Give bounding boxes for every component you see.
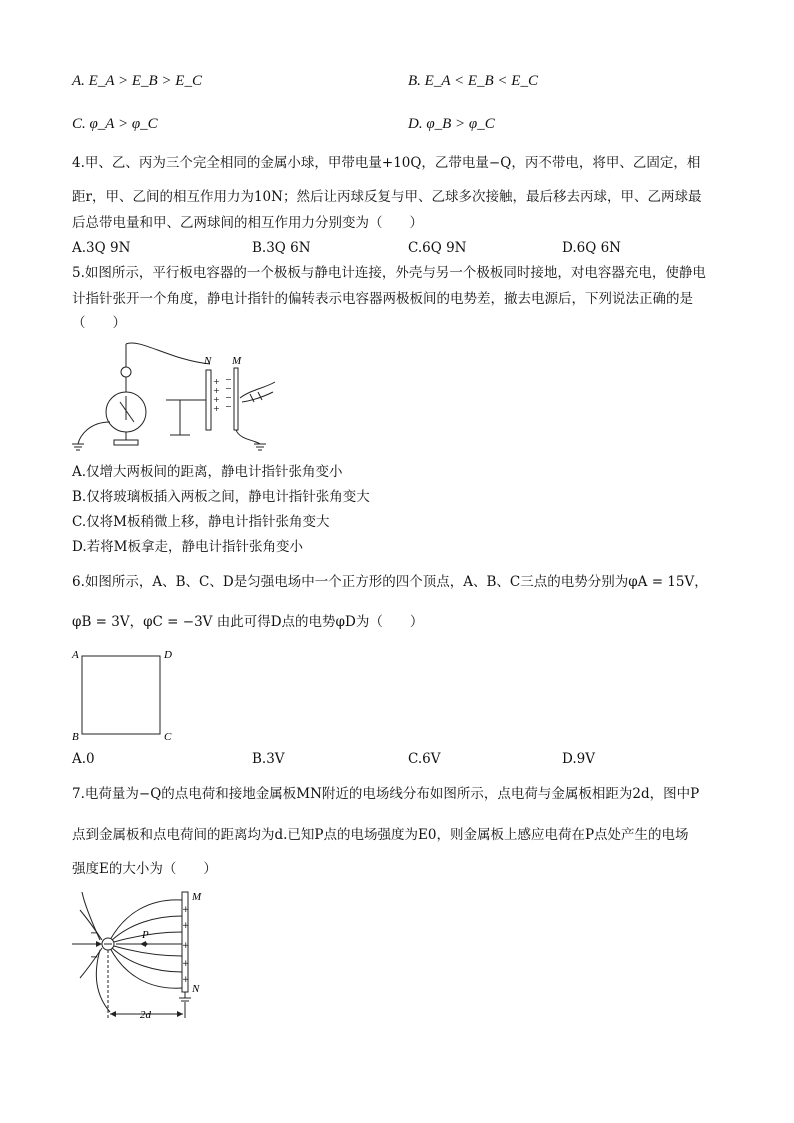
q5-minus-sign: − [225, 375, 232, 384]
q7-plus-sign: + [182, 975, 190, 985]
q6-option-c: C.6V [408, 751, 441, 767]
q5-minus-sign: − [225, 384, 232, 393]
q3-option-c: C. φ_A > φ_C [72, 116, 158, 132]
q7-stem-line3: 强度E的大小为（ ） [72, 861, 217, 877]
q4-option-c: C.6Q 9N [408, 240, 467, 256]
q5-plus-sign: + [213, 386, 220, 395]
q6-option-d: D.9V [562, 751, 595, 767]
q5-option-a: A.仅增大两板间的距离，静电计指针张角变小 [72, 464, 343, 480]
q6-stem-line1: 6.如图所示，A、B、C、D是匀强电场中一个正方形的四个顶点，A、B、C三点的电势分别为φA = 15V， [72, 574, 708, 590]
q6-label-b: B [72, 731, 79, 743]
q3-option-d: D. φ_B > φ_C [408, 116, 495, 132]
q5-minus-sign: − [225, 402, 232, 411]
q4-stem-line1: 4.甲、乙、丙为三个完全相同的金属小球，甲带电量+10Q，乙带电量−Q，丙不带电，将甲、乙固定，相 [72, 155, 701, 171]
q5-stem-line2: 计指针张开一个角度，静电计指针的偏转表示电容器两极板间的电势差，撤去电源后，下列说法正确的是 [72, 291, 693, 307]
q6-label-d: D [164, 649, 172, 661]
q5-plus-sign: + [213, 395, 220, 404]
q7-plus-sign: + [182, 959, 190, 969]
q7-label-distance: 2d [140, 1009, 151, 1021]
q7-label-p: P [142, 929, 149, 941]
q7-stem-line2: 点到金属板和点电荷间的距离均为d.已知P点的电场强度为E0，则金属板上感应电荷在P点处产生的电场 [72, 827, 689, 843]
q5-label-n: N [204, 355, 212, 367]
q7-plus-sign: + [182, 905, 190, 915]
q4-option-a: A.3Q 9N [72, 240, 131, 256]
q6-square-figure [70, 648, 180, 744]
q5-option-c: C.仅将M板稍微上移，静电计指针张角变大 [72, 514, 330, 530]
q3-option-a: A. E_A > E_B > E_C [72, 73, 202, 89]
q4-option-d: D.6Q 6N [562, 240, 621, 256]
q4-stem-line2: 距r，甲、乙间的相互作用力为10N；然后让丙球反复与甲、乙球多次接触，最后移去丙球，甲、乙两球最 [72, 189, 702, 205]
q6-square [82, 656, 160, 734]
q4-stem-line3: 后总带电量和甲、乙两球间的相互作用力分别变为（ ） [72, 215, 423, 231]
q6-option-a: A.0 [72, 751, 95, 767]
q5-capacitor-figure [70, 340, 280, 455]
q5-option-b: B.仅将玻璃板插入两板之间，静电计指针张角变大 [72, 489, 370, 505]
q5-plus-sign: + [213, 404, 220, 413]
q7-plus-sign: + [182, 921, 190, 931]
q4-option-b: B.3Q 6N [252, 240, 311, 256]
q7-label-n: N [192, 983, 200, 995]
q7-charge-sign: − [90, 928, 99, 939]
q6-label-a: A [72, 649, 79, 661]
q6-stem-line2: φB = 3V，φC = −3V 由此可得D点的电势φD为（ ） [72, 614, 424, 630]
q7-stem-line1: 7.电荷量为−Q的点电荷和接地金属板MN附近的电场线分布如图所示，点电荷与金属板相距为2d，图中P [72, 786, 700, 802]
q5-stem-line3: （ ） [72, 315, 126, 331]
q6-option-b: B.3V [252, 751, 285, 767]
q5-minus-sign: − [225, 393, 232, 402]
q5-label-m: M [232, 355, 242, 367]
q7-plus-sign: + [182, 941, 190, 951]
q3-option-b: B. E_A < E_B < E_C [408, 73, 538, 89]
q7-field-lines-figure [70, 888, 210, 1023]
q5-option-d: D.若将M板拿走，静电计指针张角变小 [72, 539, 303, 555]
q7-label-m: M [192, 891, 202, 903]
q7-charge-sign: − [90, 952, 99, 963]
q5-plus-sign: + [213, 377, 220, 386]
q6-label-c: C [164, 731, 172, 743]
q5-stem-line1: 5.如图所示，平行板电容器的一个极板与静电计连接，外壳与另一个极板同时接地，对电容器充电，使静电 [72, 265, 706, 281]
